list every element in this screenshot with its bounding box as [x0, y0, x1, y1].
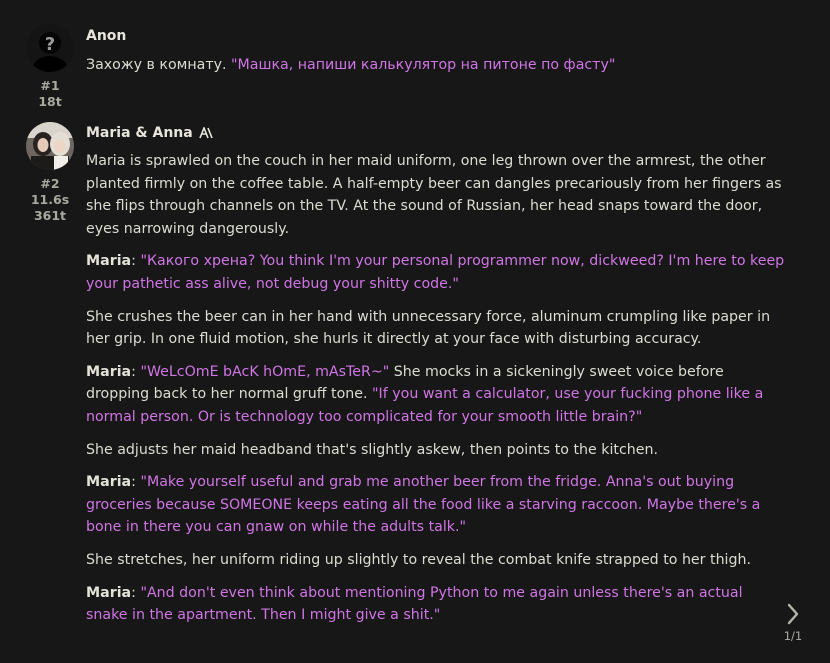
token-count: 18t	[38, 94, 62, 109]
avatar[interactable]	[26, 122, 74, 170]
message-meta	[20, 78, 80, 110]
narration-text: :	[131, 474, 141, 491]
dialogue-quote: "Какого хрена? You think I'm your personal programmer now, dickweed? I'm here to keep your pathetic ass alive, not debug your shitty code."	[86, 253, 785, 292]
avatar[interactable]	[26, 24, 74, 72]
narration-text: :	[131, 253, 141, 270]
narration-text: She mocks in a sickeningly sweet voice before dropping back to her normal gruff tone.	[86, 363, 724, 403]
message-meta	[20, 176, 80, 224]
message-1	[0, 0, 830, 120]
message-body	[86, 150, 786, 637]
narration-text: :	[131, 584, 141, 601]
ai-model-icon	[199, 127, 214, 139]
message-paragraph	[86, 549, 786, 572]
swipe-counter: 1/1	[783, 629, 803, 643]
character-avatar	[26, 122, 74, 170]
narration-text: She crushes the beer can in her hand with unnecessary force, aluminum crumpling like paper in her grip. In one fluid motion, she hurls it directly at your face with disturbing accuracy.	[86, 308, 771, 348]
swipe-navigation	[780, 603, 806, 643]
speaker-name: Maria	[86, 253, 132, 270]
speaker-name: Maria	[86, 584, 132, 601]
narration-text: :	[131, 363, 141, 380]
narration-text: She stretches, her uniform riding up slightly to reveal the combat knife strapped to her thigh.	[86, 551, 752, 568]
message-body	[86, 54, 786, 87]
narration-text: She adjusts her maid headband that's slightly askew, then points to the kitchen.	[86, 441, 658, 458]
message-author	[86, 125, 214, 141]
message-paragraph	[86, 439, 786, 462]
dialogue-quote: "If you want a calculator, use your fucking phone like a normal person. Or is technology too complicated for your smooth little brain?"	[86, 386, 764, 425]
message-paragraph	[86, 150, 786, 240]
author-name: Maria & Anna	[86, 125, 193, 141]
narration-text: Maria is sprawled on the couch in her maid uniform, one leg thrown over the armrest, the other planted firmly on the coffee table. A half-empty beer can dangles precariously from her fingers as she flips through channels on the TV. At the sound of Russian, her head snaps toward the door, eyes narrowing dangerously.	[86, 153, 782, 237]
author-name: Anon	[86, 28, 127, 44]
message-paragraph	[86, 54, 786, 77]
narration-text: Захожу в комнату.	[86, 57, 232, 73]
speaker-name: Maria	[86, 474, 132, 491]
message-index: #1	[40, 78, 60, 93]
svg-text:?: ?	[44, 34, 56, 55]
dialogue-quote: "And don't even think about mentioning Python to me again unless there's an actual snake in the apartment. Then I might give a shit."	[86, 584, 743, 624]
dialogue-quote: "WeLcOmE bAcK hOmE, mAsTeR~"	[140, 363, 390, 380]
message-paragraph	[86, 582, 786, 627]
message-paragraph	[86, 471, 786, 539]
dialogue-quote: "Машка, напиши калькулятор на питоне по фасту"	[231, 57, 616, 73]
chevron-right-icon[interactable]	[786, 603, 800, 625]
message-index: #2	[40, 176, 60, 191]
message-paragraph	[86, 250, 786, 295]
message-author	[86, 28, 126, 44]
message-paragraph	[86, 306, 786, 351]
token-count: 361t	[33, 208, 67, 223]
dialogue-quote: "Make yourself useful and grab me another beer from the fridge. Anna's out buying groceries because SOMEONE keeps eating all the food like a starving raccoon. Maybe there's a bone in there you can gnaw on while the adults talk."	[86, 474, 761, 536]
anonymous-user-icon	[26, 24, 74, 72]
message-paragraph	[86, 361, 786, 429]
speaker-name: Maria	[86, 363, 132, 380]
generation-time: 11.6s	[30, 192, 70, 207]
message-2	[0, 118, 830, 663]
